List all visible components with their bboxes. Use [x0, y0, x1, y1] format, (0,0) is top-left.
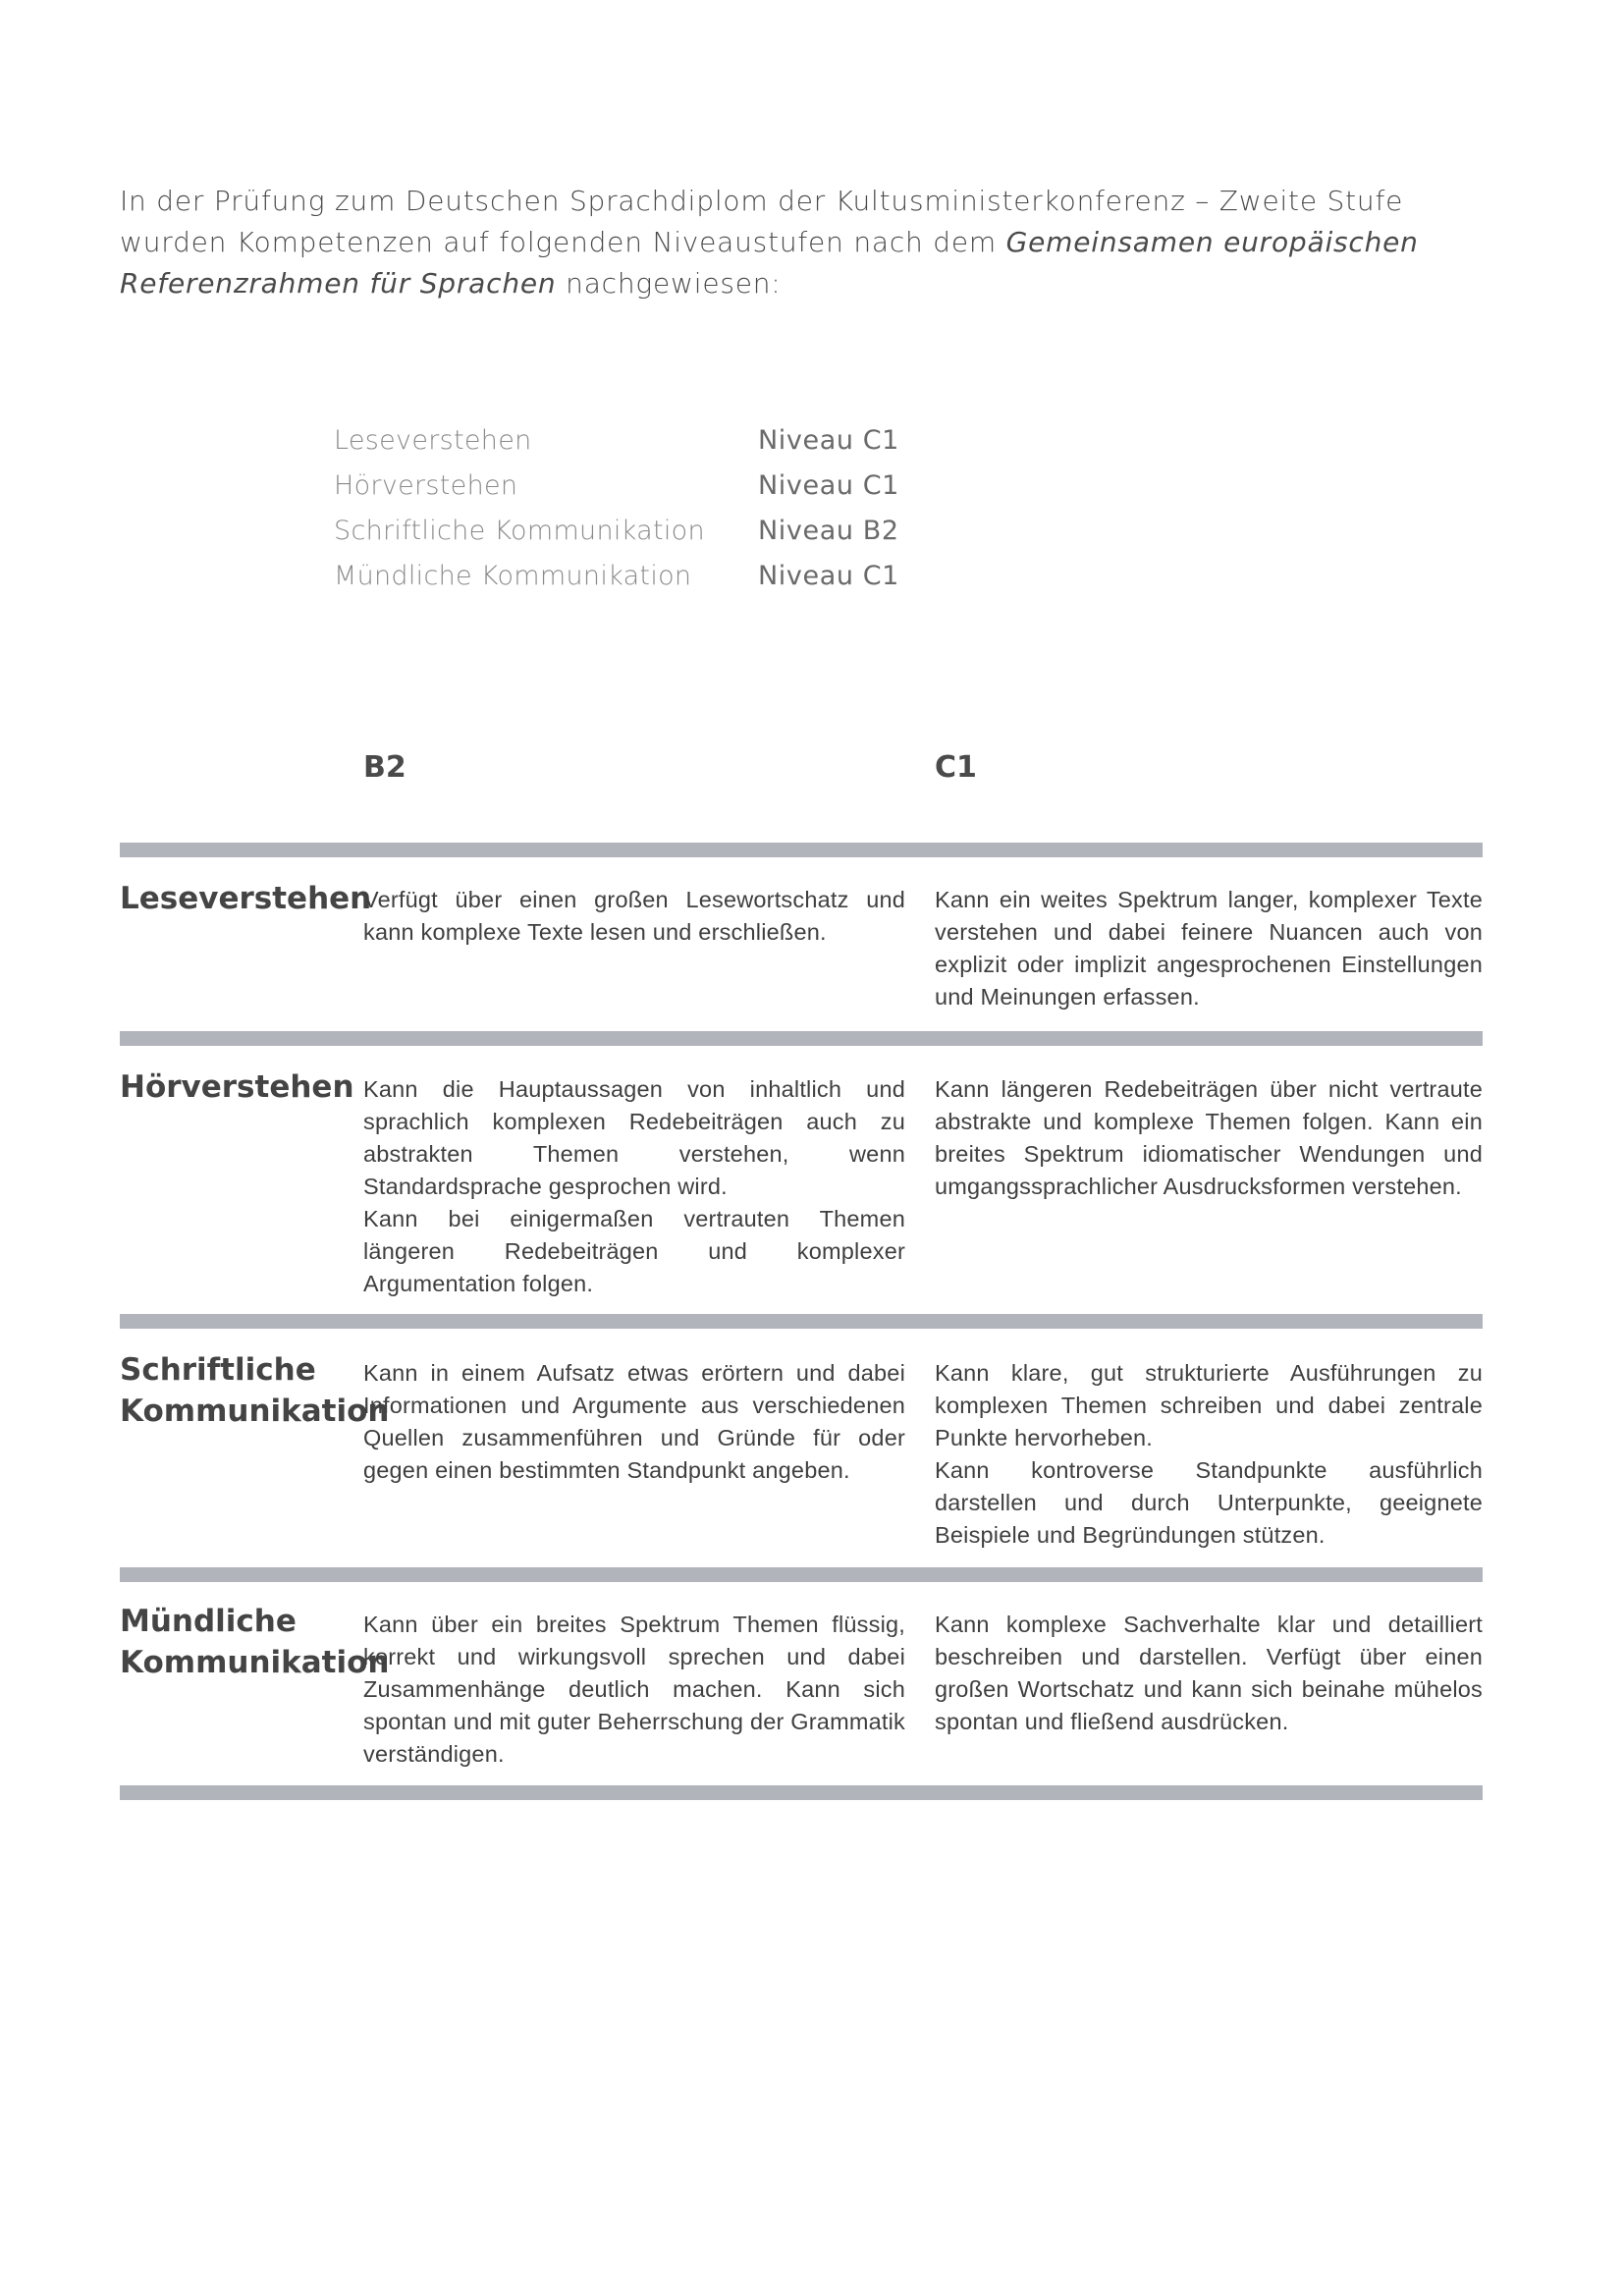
- desc-b2-hoerverstehen: Kann die Hauptaussagen von inhaltlich und sprachlich komplexen Redebeiträgen auch zu abstrakten Themen verstehen, wenn Standardsprache gesprochen wird. Kann bei einigermaßen vertrauten Themen längeren Redebeiträgen und komplexer Argumentation folgen.: [363, 1076, 905, 1296]
- row-skill-schriftliche-kommunikation: Schriftliche Kommunikation: [120, 1352, 390, 1429]
- desc-c1-muendliche-kommunikation: Kann komplexe Sachverhalte klar und detailliert beschreiben und darstellen. Verfügt über einen großen Wortschatz und kann sich beinahe mühelos spontan und fließend ausdrücken.: [935, 1612, 1483, 1734]
- divider-band: [120, 843, 1483, 857]
- level-skill: Hörverstehen: [334, 469, 518, 501]
- level-row: [334, 508, 899, 553]
- desc-c1-hoerverstehen: Kann längeren Redebeiträgen über nicht vertraute abstrakte und komplexe Themen folgen. Kann ein breites Spektrum idiomatischer Wendungen und umgangssprachlicher Ausdrucksformen verstehen.: [935, 1076, 1483, 1199]
- intro-text-italic: Gemeinsamen europäischen Referenzrahmen für Sprachen: [120, 226, 1419, 300]
- level-row: [334, 553, 899, 598]
- divider-band: [120, 1031, 1483, 1046]
- column-header-c1: C1: [935, 750, 977, 785]
- level-value: Niveau B2: [758, 515, 899, 546]
- intro-text-end: nachgewiesen:: [556, 267, 782, 300]
- level-row: [334, 463, 899, 508]
- level-skill: Mündliche Kommunikation: [334, 560, 692, 591]
- level-row: [334, 417, 899, 463]
- desc-c1-leseverstehen: Kann ein weites Spektrum langer, komplexer Texte verstehen und dabei feinere Nuancen auch von explizit oder implizit angesprochenen Einstellungen und Meinungen erfassen.: [935, 887, 1483, 1010]
- divider-band: [120, 1785, 1483, 1800]
- level-skill: Leseverstehen: [334, 424, 532, 456]
- level-skill: Schriftliche Kommunikation: [334, 515, 705, 546]
- row-skill-leseverstehen: Leseverstehen: [120, 881, 372, 916]
- level-summary-list: [334, 417, 899, 598]
- desc-b2-schriftliche-kommunikation: Kann in einem Aufsatz etwas erörtern und dabei Informationen und Argumente aus verschiedenen Quellen zusammenführen und Gründe für oder gegen einen bestimmten Standpunkt angeben.: [363, 1360, 905, 1483]
- column-header-b2: B2: [363, 750, 406, 785]
- desc-b2-muendliche-kommunikation: Kann über ein breites Spektrum Themen flüssig, korrekt und wirkungsvoll sprechen und dabei Zusammenhänge deutlich machen. Kann sich spontan und mit guter Beherrschung der Grammatik verständigen.: [363, 1612, 905, 1767]
- divider-band: [120, 1567, 1483, 1582]
- level-value: Niveau C1: [758, 424, 899, 456]
- row-skill-hoerverstehen: Hörverstehen: [120, 1069, 354, 1105]
- row-skill-muendliche-kommunikation: Mündliche Kommunikation: [120, 1604, 390, 1680]
- desc-b2-leseverstehen: Verfügt über einen großen Lesewortschatz und kann komplexe Texte lesen und erschließen.: [363, 887, 905, 945]
- intro-text-start: In der Prüfung zum Deutschen Sprachdiplom der Kultusministerkonferenz – Zweite Stufe wurden Kompetenzen auf folgenden Niveaustufen nach dem: [120, 185, 1404, 258]
- intro-paragraph: [120, 181, 1485, 304]
- desc-c1-schriftliche-kommunikation: Kann klare, gut strukturierte Ausführungen zu komplexen Themen schreiben und dabei zentrale Punkte hervorheben. Kann kontroverse Standpunkte ausführlich darstellen und durch Unterpunkte, geeignete Beispiele und Begründungen stützen.: [935, 1360, 1483, 1548]
- level-value: Niveau C1: [758, 560, 899, 591]
- divider-band: [120, 1314, 1483, 1329]
- level-value: Niveau C1: [758, 469, 899, 501]
